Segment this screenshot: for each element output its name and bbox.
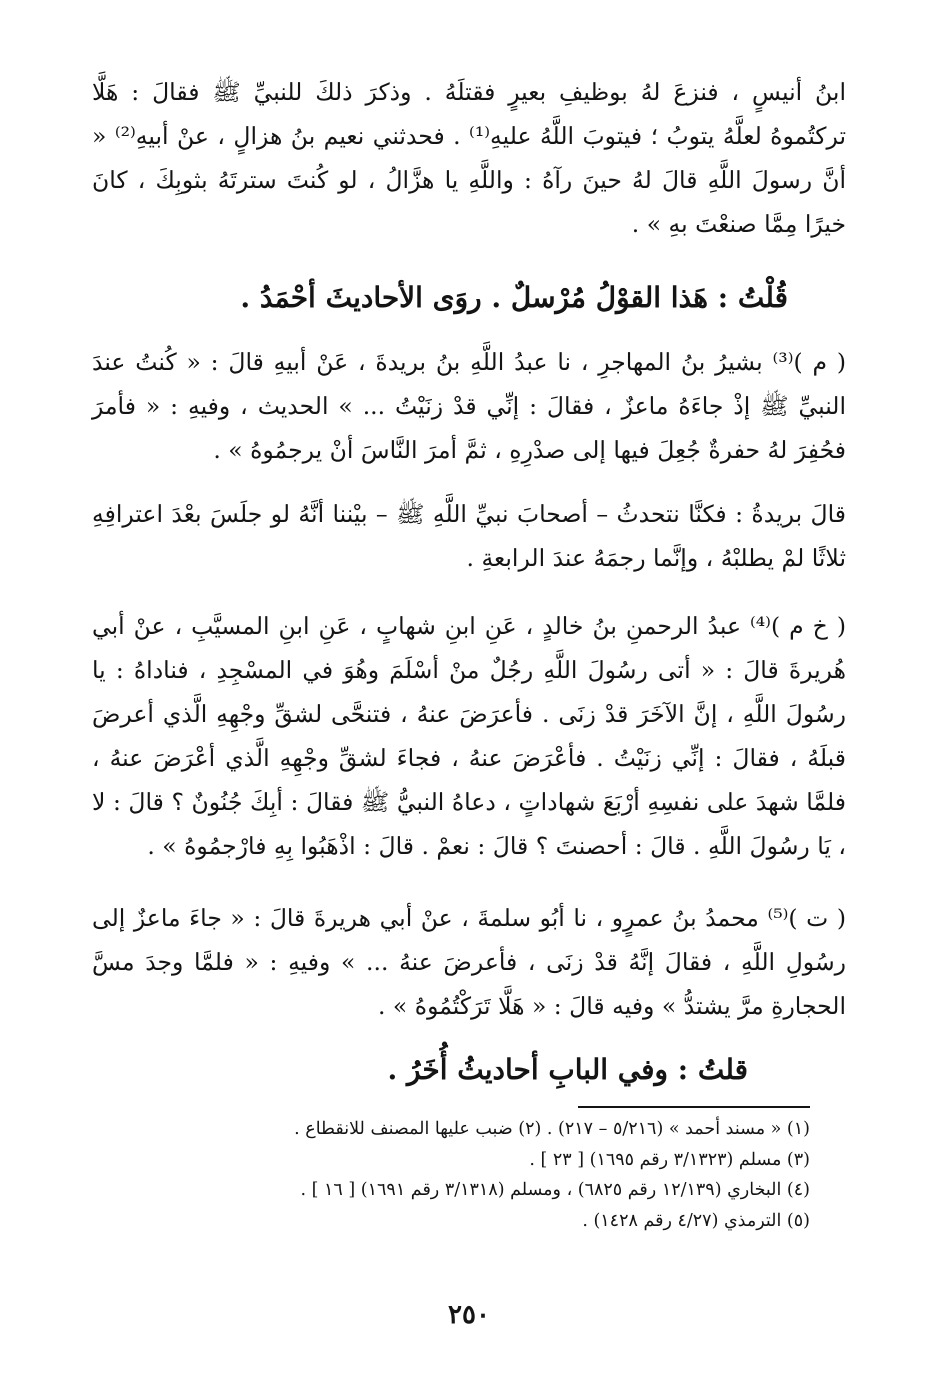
- footnote-3: (٣) مسلم (٣/١٣٢٣ رقم ١٦٩٥) [ ٢٣ ] .: [529, 1149, 810, 1170]
- page-number: ٢٥٠: [448, 1300, 490, 1330]
- heading-mursal: قُلْتُ : هَذا القوْلُ مُرْسلٌ . روَى الأحاديثَ أحْمَدُ .: [240, 281, 788, 314]
- footnote-divider: [578, 1106, 810, 1108]
- footnotes: [92, 1114, 810, 1236]
- paragraph-tirmidhi: ( ت )⁽⁵⁾ محمدُ بنُ عمرٍو ، نا أبُو سلمةَ ، عنْ أبي هريرةَ قالَ : « جاءَ ماعزٌ إلى رسُولِ اللَّهِ ، فقالَ إنَّهُ قدْ زنَى ، فأعرضَ عنهُ ... » وفيهِ : « فلمَّا وجدَ مسَّ الحجارةِ مرَّ يشتدُّ » وفيه قالَ : « هَلَّا تَرَكْتُمُوهُ » .: [92, 904, 846, 1020]
- paragraph-ibn-unais: ابنُ أنيسٍ ، فنزعَ لهُ بوظيفِ بعيرٍ فقتلَهُ . وذكرَ ذلكَ للنبيِّ ﷺ فقالَ : هَلَّا تركتُموهُ لعلَّهُ يتوبُ ؛ فيتوبَ اللَّهُ عليهِ⁽¹⁾ . فحدثني نعيم بنُ هزالٍ ، عنْ أبيهِ⁽²⁾ « أنَّ رسولَ اللَّهِ قالَ لهُ حينَ رآهُ : واللَّهِ يا هزَّالُ ، لو كُنتَ سترتَهُ بثوبِكَ ، كانَ خيرًا مِمَّا صنعْتَ بهِ » .: [92, 78, 846, 238]
- paragraph-muslim-buraida: ( م )⁽³⁾ بشيرُ بنُ المهاجرِ ، نا عبدُ اللَّهِ بنُ بريدةَ ، عَنْ أبيهِ قالَ : « كُنتُ عندَ النبيِّ ﷺ إذْ جاءَهُ ماعزٌ ، فقالَ : إنِّي قدْ زنَيْتُ ... » الحديث ، وفيهِ : « فأمرَ فحُفِرَ لهُ حفرةٌ جُعِلَ فيها إلى صدْرِهِ ، ثمَّ أمرَ النَّاسَ أنْ يرجمُوهُ » .: [92, 348, 846, 464]
- paragraph-buraida-saying: قالَ بريدةُ : فكنَّا نتحدثُ – أصحابَ نبيِّ اللَّهِ ﷺ – بيْننا أنَّهُ لو جلَسَ بعْدَ اعترافِهِ ثلاثًا لمْ يطلبْهُ ، وإنَّما رجمَهُ عندَ الرابعةِ .: [92, 500, 846, 572]
- heading-other-hadiths: قلتُ : وفي البابِ أحاديثُ أُخَرُ .: [387, 1053, 748, 1086]
- footnote-4: (٤) البخاري (١٢/١٣٩ رقم ٦٨٢٥) ، ومسلم (٣/١٣١٨ رقم ١٦٩١) [ ١٦ ] .: [300, 1180, 810, 1200]
- footnote-5: (٥) الترمذي (٤/٢٧ رقم ١٤٢٨) .: [582, 1210, 810, 1231]
- footnote-1-2: (١) « مسند أحمد » (٥/٢١٦ – ٢١٧) . (٢) ضبب عليها المصنف للانقطاع .: [294, 1119, 810, 1139]
- paragraph-bukhari-muslim: ( خ م )⁽⁴⁾ عبدُ الرحمنِ بنُ خالدٍ ، عَنِ ابنِ شهابٍ ، عَنِ ابنِ المسيَّبِ ، عنْ أبي هُريرةَ قالَ : « أتى رسُولَ اللَّهِ رجُلٌ منْ أسْلَمَ وهُوَ في المسْجِدِ ، فناداهُ : يا رسُولَ اللَّهِ ، إنَّ الآخَرَ قدْ زنَى . فأعرَضَ عنهُ ، فتنحَّى لشقِّ وجْهِهِ الَّذي أعرضَ قبلَهُ ، فقالَ : إنِّي زنَيْتُ . فأعْرَضَ عنهُ ، فجاءَ لشقِّ وجْهِهِ الَّذي أعْرَضَ عنهُ ، فلمَّا شهدَ على نفسِهِ أرْبَعَ شهاداتٍ ، دعاهُ النبيُّ ﷺ فقالَ : أبِكَ جُنُونٌ ؟ قالَ : لا ، يَا رسُولَ اللَّهِ . قالَ : أحصنتَ ؟ قالَ : نعمْ . قالَ : اذْهَبُوا بِهِ فارْجمُوهُ » .: [92, 612, 846, 860]
